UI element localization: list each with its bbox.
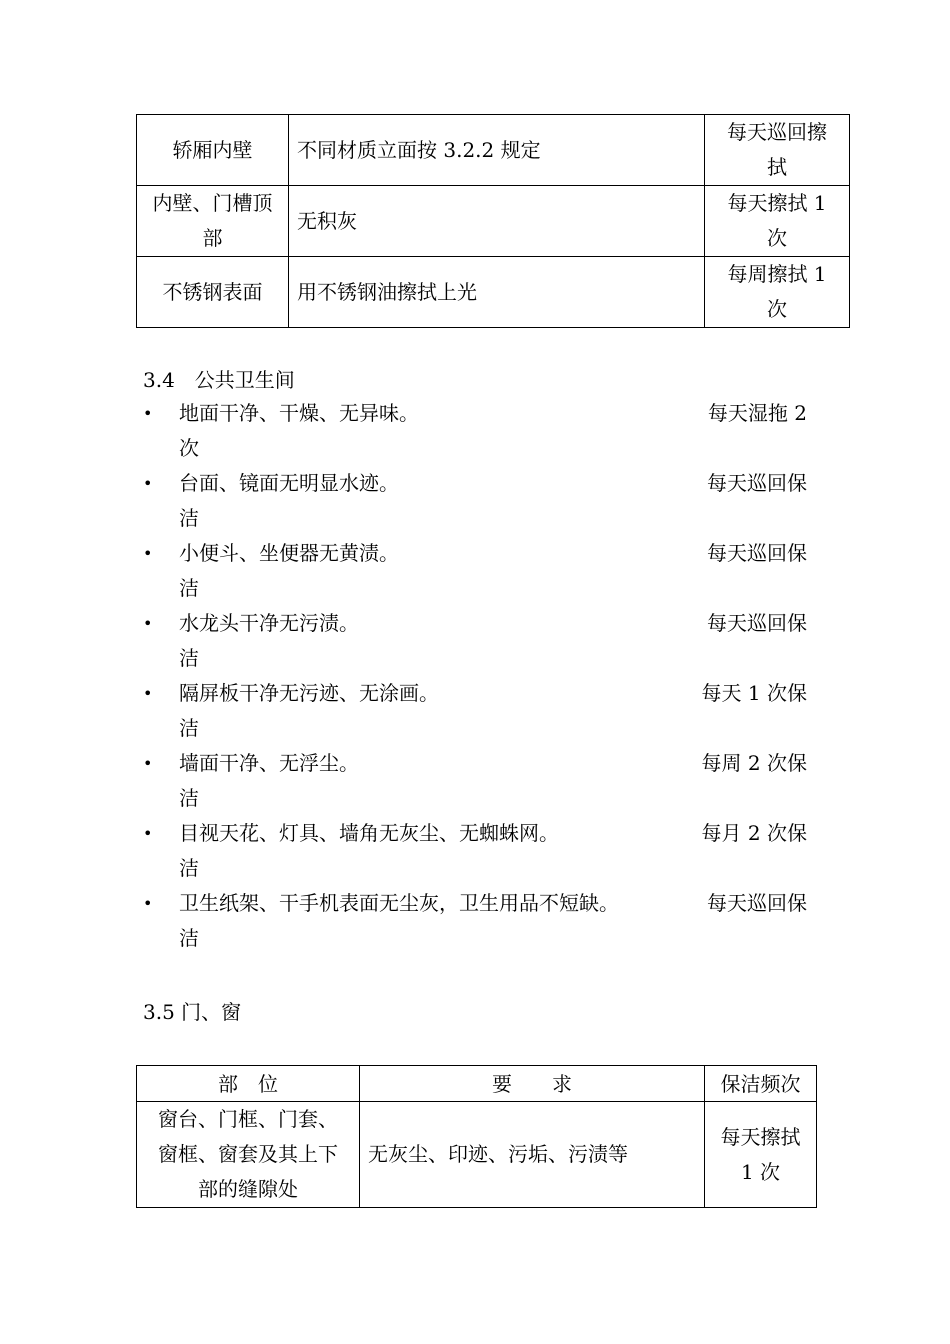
part-cell: 轿厢内壁 [137,115,289,186]
frequency-line: 次 [767,226,787,250]
bullet-icon: • [143,474,153,493]
column-header-requirement: 要 求 [360,1066,705,1102]
list-item-text: 隔屏板干净无污迹、无涂画。 [179,681,439,705]
list-item-frequency-continuation: 洁 [179,856,199,880]
doors-windows-table [136,1065,817,1208]
part-line: 窗框、窗套及其上下 [158,1142,338,1166]
table-row [137,1102,817,1208]
table-row [137,186,850,257]
list-item-frequency: 每天巡回保 [707,611,807,635]
part-cell [137,1102,360,1208]
part-line: 内壁、门槽顶 [152,191,273,215]
list-item-frequency: 每天湿拖 2 [707,401,807,425]
list-item-frequency-continuation: 洁 [179,646,199,670]
list-item-frequency: 每月 2 次保 [701,821,807,845]
frequency-cell [705,1102,817,1208]
list-item [143,606,823,676]
requirement-cell: 不同材质立面按 3.2.2 规定 [289,115,705,186]
list-item-text: 卫生纸架、干手机表面无尘灰，卫生用品不短缺。 [179,891,619,915]
frequency-cell [705,186,850,257]
part-cell: 不锈钢表面 [137,257,289,328]
section-heading-doors-windows: 3.5 门、窗 [143,1000,242,1024]
frequency-cell [705,115,850,186]
frequency-line: 每天擦拭 1 [727,191,827,215]
list-item [143,676,823,746]
list-item-frequency: 每天 1 次保 [701,681,807,705]
list-item-frequency-continuation: 次 [179,436,199,460]
column-header-part: 部 位 [137,1066,360,1102]
list-item [143,816,823,886]
list-item-frequency-continuation: 洁 [179,786,199,810]
list-item-frequency-continuation: 洁 [179,576,199,600]
list-item-frequency-continuation: 洁 [179,926,199,950]
list-item [143,396,823,466]
list-item-text: 地面干净、干燥、无异味。 [179,401,419,425]
frequency-line: 次 [767,297,787,321]
list-item-frequency: 每天巡回保 [707,541,807,565]
list-item-frequency-continuation: 洁 [179,716,199,740]
table-header-row [137,1066,817,1102]
bullet-icon: • [143,824,153,843]
requirement-cell: 无灰尘、印迹、污垢、污渍等 [360,1102,705,1208]
list-item-frequency-continuation: 洁 [179,506,199,530]
list-item [143,746,823,816]
part-line: 部 [202,226,223,250]
list-item-frequency: 每天巡回保 [707,471,807,495]
frequency-line: 1 次 [740,1159,781,1184]
table-row [137,257,850,328]
frequency-line: 每天巡回擦 [727,120,827,144]
column-header-frequency: 保洁频次 [705,1066,817,1102]
bullet-icon: • [143,614,153,633]
frequency-line: 每天擦拭 [720,1124,801,1149]
list-item-frequency: 每天巡回保 [707,891,807,915]
part-line: 窗台、门框、门套、 [158,1107,338,1131]
part-cell [137,186,289,257]
frequency-line: 拭 [767,155,787,179]
list-item [143,536,823,606]
part-line: 部的缝隙处 [198,1177,298,1201]
list-item-text: 台面、镜面无明显水迹。 [179,471,399,495]
frequency-cell [705,257,850,328]
bullet-icon: • [143,544,153,563]
section-heading-public-restroom: 3.4 公共卫生间 [143,368,295,392]
requirement-cell: 无积灰 [289,186,705,257]
list-item-text: 目视天花、灯具、墙角无灰尘、无蜘蛛网。 [179,821,559,845]
list-item-text: 墙面干净、无浮尘。 [179,751,359,775]
list-item [143,886,823,956]
list-item [143,466,823,536]
requirement-cell: 用不锈钢油擦拭上光 [289,257,705,328]
bullet-icon: • [143,404,153,423]
bullet-icon: • [143,754,153,773]
bullet-icon: • [143,684,153,703]
elevator-cleaning-table [136,114,850,328]
list-item-text: 水龙头干净无污渍。 [179,611,359,635]
bullet-icon: • [143,894,153,913]
frequency-line: 每周擦拭 1 [727,262,827,286]
table-row [137,115,850,186]
list-item-text: 小便斗、坐便器无黄渍。 [179,541,399,565]
list-item-frequency: 每周 2 次保 [701,751,807,775]
